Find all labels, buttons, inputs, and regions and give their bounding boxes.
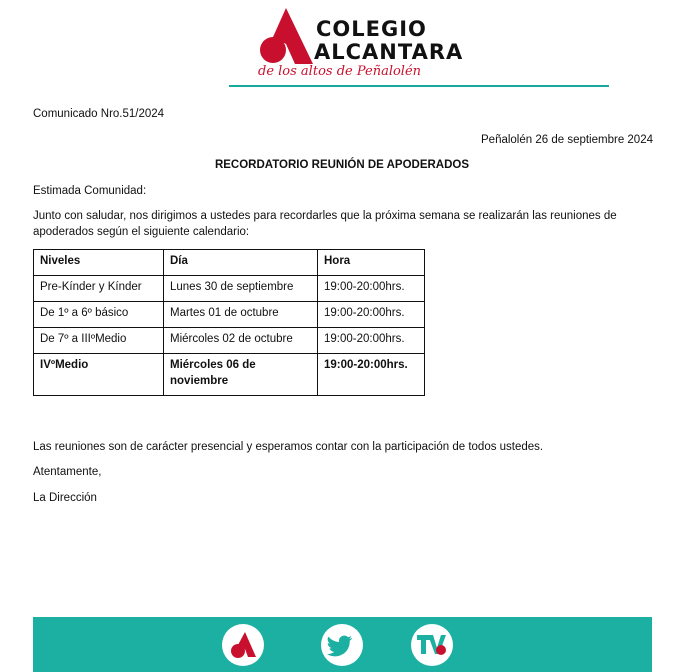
- cell-hora: 19:00-20:00hrs.: [318, 328, 425, 354]
- letter-subject: RECORDATORIO REUNIÓN DE APODERADOS: [214, 159, 470, 171]
- cell-dia: Miércoles 06 de noviembre: [164, 354, 318, 396]
- cell-nivel: De 1º a 6º básico: [34, 302, 164, 328]
- letter-regards: Atentamente,: [33, 466, 102, 478]
- table-row: [34, 302, 425, 328]
- cell-nivel: IVºMedio: [34, 354, 164, 396]
- table-row: [34, 276, 425, 302]
- table-row: [34, 354, 425, 396]
- cell-hora: 19:00-20:00hrs.: [318, 276, 425, 302]
- logo-tagline: de los altos de Peñalolén: [258, 64, 422, 79]
- cell-hora: 19:00-20:00hrs.: [318, 302, 425, 328]
- header-divider: [229, 85, 609, 87]
- table-header-row: [34, 250, 425, 276]
- letter-intro: Junto con saludar, nos dirigimos a ustedes para recordarles que la próxima semana se realizarán las reuniones de apoderados según el siguiente calendario:: [33, 210, 617, 238]
- cell-dia: Martes 01 de octubre: [164, 302, 318, 328]
- cell-hora: 19:00-20:00hrs.: [318, 354, 425, 396]
- logo-line-alcantara: ALCANTARA: [314, 40, 464, 64]
- logo-line-colegio: COLEGIO: [316, 17, 427, 41]
- school-logo: [255, 8, 464, 80]
- school-logo-icon[interactable]: [222, 624, 264, 666]
- column-header-hora: Hora: [318, 250, 425, 276]
- letter-greeting: Estimada Comunidad:: [33, 185, 147, 197]
- letter-signature: La Dirección: [33, 492, 97, 504]
- column-header-dia: Día: [164, 250, 318, 276]
- cell-nivel: De 7º a IIIºMedio: [34, 328, 164, 354]
- column-header-niveles: Niveles: [34, 250, 164, 276]
- cell-dia: Miércoles 02 de octubre: [164, 328, 318, 354]
- cell-dia: Lunes 30 de septiembre: [164, 276, 318, 302]
- cell-nivel: Pre-Kínder y Kínder: [34, 276, 164, 302]
- meeting-schedule-table: [33, 249, 425, 396]
- school-logo-mark-icon: [255, 8, 313, 64]
- letter-date: Peñalolén 26 de septiembre 2024: [481, 134, 653, 146]
- letter-closing: Las reuniones son de carácter presencial y esperamos contar con la participación de todos ustedes.: [33, 441, 544, 453]
- table-row: [34, 328, 425, 354]
- twitter-bird-icon[interactable]: [321, 624, 363, 666]
- footer-bar: [33, 617, 652, 672]
- tv-logo-icon[interactable]: [411, 624, 453, 666]
- communique-number: Comunicado Nro.51/2024: [33, 108, 165, 120]
